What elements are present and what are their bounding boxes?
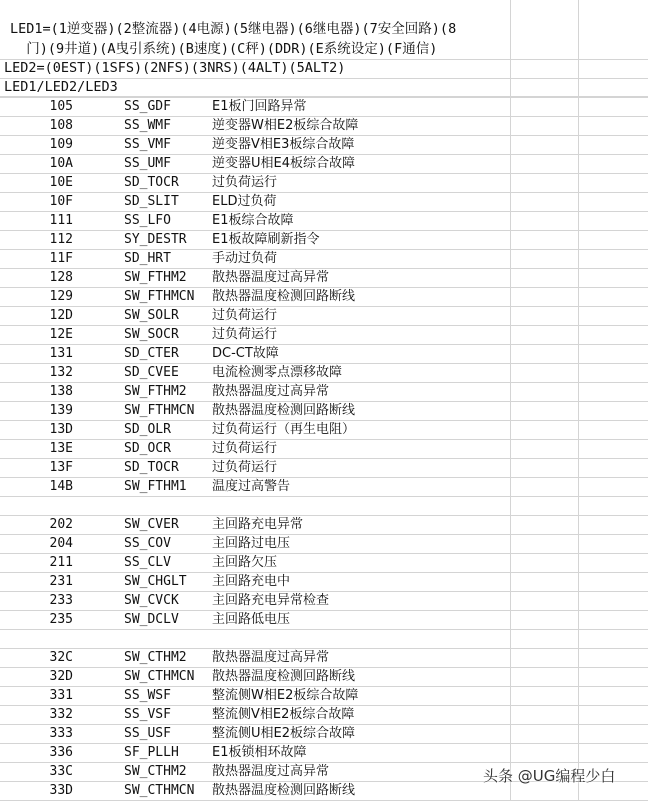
fault-symbol-cell[interactable]: SW_DCLV xyxy=(124,612,179,627)
fault-symbol-cell[interactable]: SW_CTHM2 xyxy=(124,650,187,665)
fault-code-cell[interactable]: 12E xyxy=(49,327,73,342)
fault-code-cell[interactable]: 336 xyxy=(49,745,73,760)
fault-symbol-cell[interactable]: SS_USF xyxy=(124,726,171,741)
fault-code-cell[interactable]: 204 xyxy=(49,536,73,551)
fault-symbol-cell[interactable]: SS_WSF xyxy=(124,688,171,703)
fault-symbol-cell[interactable]: SF_PLLH xyxy=(124,745,179,760)
fault-symbol-cell[interactable]: SW_CTHMCN xyxy=(124,783,195,798)
fault-description-cell[interactable]: 过负荷运行 xyxy=(212,441,278,456)
fault-row[interactable] xyxy=(0,382,510,401)
fault-row[interactable] xyxy=(0,325,510,344)
fault-code-cell[interactable]: 109 xyxy=(49,137,73,152)
fault-symbol-cell[interactable]: SW_CTHM2 xyxy=(124,764,187,779)
fault-row[interactable] xyxy=(0,591,510,610)
led1-legend[interactable]: LED1=(1逆变器)(2整流器)(4电源)(5继电器)(6继电器)(7安全回路)(8 门)(9井道)(A曳引系统)(B速度)(C秤)(DDR)(E系统设定)(F通信) xyxy=(10,21,457,57)
fault-row[interactable] xyxy=(0,192,510,211)
fault-row[interactable] xyxy=(0,420,510,439)
fault-description-cell[interactable]: 过负荷运行（再生电阻） xyxy=(212,422,356,437)
fault-code-cell[interactable]: 129 xyxy=(49,289,73,304)
fault-description-cell[interactable]: 主回路充电异常 xyxy=(212,517,304,532)
fault-description-cell[interactable]: 主回路欠压 xyxy=(212,555,278,570)
fault-code-cell[interactable]: 32D xyxy=(49,669,73,684)
fault-row[interactable] xyxy=(0,458,510,477)
blank-row[interactable] xyxy=(0,496,510,515)
fault-code-cell[interactable]: 10A xyxy=(49,156,73,171)
fault-description-cell[interactable]: E1板综合故障 xyxy=(212,213,294,228)
fault-code-cell[interactable]: 14B xyxy=(49,479,73,494)
grid-column-line xyxy=(510,0,511,800)
fault-code-cell[interactable]: 11F xyxy=(49,251,73,266)
fault-code-cell[interactable]: 33C xyxy=(49,764,73,779)
fault-row[interactable] xyxy=(0,762,510,781)
fault-code-cell[interactable]: 231 xyxy=(49,574,73,589)
fault-code-cell[interactable]: 128 xyxy=(49,270,73,285)
fault-row[interactable] xyxy=(0,268,510,287)
fault-description-cell[interactable]: 整流侧V相E2板综合故障 xyxy=(212,707,355,722)
fault-symbol-cell[interactable]: SW_CTHMCN xyxy=(124,669,195,684)
fault-description-cell[interactable]: 逆变器V相E3板综合故障 xyxy=(212,137,355,152)
fault-row[interactable] xyxy=(0,401,510,420)
fault-description-cell[interactable]: 散热器温度检测回路断线 xyxy=(212,289,356,304)
fault-row[interactable] xyxy=(0,211,510,230)
fault-row[interactable] xyxy=(0,287,510,306)
fault-description-cell[interactable]: 整流侧W相E2板综合故障 xyxy=(212,688,359,703)
fault-description-cell[interactable]: E1板故障刷新指令 xyxy=(212,232,320,247)
led2-legend[interactable]: LED2=(0EST)(1SFS)(2NFS)(3NRS)(4ALT)(5ALT2) xyxy=(4,60,346,76)
fault-code-cell[interactable]: 139 xyxy=(49,403,73,418)
fault-row[interactable] xyxy=(0,477,510,496)
fault-description-cell[interactable]: 主回路低电压 xyxy=(212,612,291,627)
fault-symbol-cell[interactable]: SS_GDF xyxy=(124,99,171,114)
fault-description-cell[interactable]: 电流检测零点漂移故障 xyxy=(212,365,343,380)
fault-symbol-cell[interactable]: SW_SOLR xyxy=(124,308,179,323)
fault-description-cell[interactable]: 过负荷运行 xyxy=(212,327,278,342)
fault-description-cell[interactable]: ELD过负荷 xyxy=(212,194,277,209)
fault-description-cell[interactable]: 主回路充电异常检查 xyxy=(212,593,330,608)
fault-symbol-cell[interactable]: SS_VMF xyxy=(124,137,171,152)
fault-row[interactable] xyxy=(0,97,510,116)
fault-symbol-cell[interactable]: SD_HRT xyxy=(124,251,171,266)
fault-row[interactable] xyxy=(0,154,510,173)
fault-symbol-cell[interactable]: SS_COV xyxy=(124,536,171,551)
watermark: 头条 @UG编程少白 xyxy=(483,767,616,785)
fault-code-cell[interactable]: 13E xyxy=(49,441,73,456)
fault-code-cell[interactable]: 32C xyxy=(49,650,73,665)
fault-code-cell[interactable]: 105 xyxy=(49,99,73,114)
fault-description-cell[interactable]: 主回路充电中 xyxy=(212,574,291,589)
fault-code-cell[interactable]: 138 xyxy=(49,384,73,399)
fault-row[interactable] xyxy=(0,173,510,192)
fault-row[interactable] xyxy=(0,648,510,667)
fault-symbol-cell[interactable]: SW_FTHMCN xyxy=(124,403,195,418)
fault-description-cell[interactable]: 过负荷运行 xyxy=(212,175,278,190)
fault-row[interactable] xyxy=(0,705,510,724)
fault-symbol-cell[interactable]: SS_LFO xyxy=(124,213,171,228)
fault-description-cell[interactable]: 逆变器U相E4板综合故障 xyxy=(212,156,356,171)
fault-symbol-cell[interactable]: SS_CLV xyxy=(124,555,171,570)
fault-row[interactable] xyxy=(0,667,510,686)
fault-code-cell[interactable]: 10F xyxy=(49,194,73,209)
fault-code-cell[interactable]: 332 xyxy=(49,707,73,722)
fault-row[interactable] xyxy=(0,363,510,382)
fault-row[interactable] xyxy=(0,781,510,800)
fault-code-cell[interactable]: 211 xyxy=(49,555,73,570)
fault-row[interactable] xyxy=(0,306,510,325)
fault-code-cell[interactable]: 33D xyxy=(49,783,73,798)
fault-code-cell[interactable]: 10E xyxy=(49,175,73,190)
fault-code-cell[interactable]: 112 xyxy=(49,232,73,247)
fault-code-cell[interactable]: 111 xyxy=(49,213,73,228)
fault-row[interactable] xyxy=(0,230,510,249)
fault-symbol-cell[interactable]: SD_OCR xyxy=(124,441,171,456)
grid-column-line xyxy=(578,0,579,800)
fault-description-cell[interactable]: 散热器温度过高异常 xyxy=(212,764,330,779)
fault-symbol-cell[interactable]: SS_VSF xyxy=(124,707,171,722)
fault-row[interactable] xyxy=(0,116,510,135)
fault-symbol-cell[interactable]: SW_CVER xyxy=(124,517,179,532)
fault-description-cell[interactable]: 主回路过电压 xyxy=(212,536,291,551)
fault-symbol-cell[interactable]: SD_TOCR xyxy=(124,175,179,190)
fault-row[interactable] xyxy=(0,553,510,572)
fault-symbol-cell[interactable]: SD_TOCR xyxy=(124,460,179,475)
fault-description-cell[interactable]: 温度过高警告 xyxy=(212,479,291,494)
fault-description-cell[interactable]: 过负荷运行 xyxy=(212,308,278,323)
fault-symbol-cell[interactable]: SW_FTHM2 xyxy=(124,384,187,399)
fault-row[interactable] xyxy=(0,344,510,363)
fault-description-cell[interactable]: 过负荷运行 xyxy=(212,460,278,475)
fault-description-cell[interactable]: 散热器温度检测回路断线 xyxy=(212,669,356,684)
fault-symbol-cell[interactable]: SY_DESTR xyxy=(124,232,187,247)
fault-description-cell[interactable]: 散热器温度过高异常 xyxy=(212,270,330,285)
fault-code-cell[interactable]: 331 xyxy=(49,688,73,703)
fault-code-cell[interactable]: 235 xyxy=(49,612,73,627)
fault-code-cell[interactable]: 233 xyxy=(49,593,73,608)
fault-code-cell[interactable]: 202 xyxy=(49,517,73,532)
fault-description-cell[interactable]: DC-CT故障 xyxy=(212,346,279,361)
fault-code-cell[interactable]: 333 xyxy=(49,726,73,741)
fault-description-cell[interactable]: 散热器温度检测回路断线 xyxy=(212,403,356,418)
fault-description-cell[interactable]: 散热器温度检测回路断线 xyxy=(212,783,356,798)
fault-symbol-cell[interactable]: SD_SLIT xyxy=(124,194,179,209)
fault-row[interactable] xyxy=(0,135,510,154)
fault-description-cell[interactable]: 整流侧U相E2板综合故障 xyxy=(212,726,356,741)
fault-symbol-cell[interactable]: SD_CTER xyxy=(124,346,179,361)
fault-symbol-cell[interactable]: SW_SOCR xyxy=(124,327,179,342)
fault-description-cell[interactable]: 散热器温度过高异常 xyxy=(212,650,330,665)
fault-code-cell[interactable]: 12D xyxy=(49,308,73,323)
blank-row[interactable] xyxy=(0,629,510,648)
fault-row[interactable] xyxy=(0,724,510,743)
fault-row[interactable] xyxy=(0,743,510,762)
fault-row[interactable] xyxy=(0,439,510,458)
fault-description-cell[interactable]: 散热器温度过高异常 xyxy=(212,384,330,399)
fault-description-cell[interactable]: 手动过负荷 xyxy=(212,251,278,266)
led-column-header[interactable]: LED1/LED2/LED3 xyxy=(4,79,118,95)
fault-symbol-cell[interactable]: SW_FTHMCN xyxy=(124,289,195,304)
fault-code-cell[interactable]: 13D xyxy=(49,422,73,437)
fault-code-cell[interactable]: 132 xyxy=(49,365,73,380)
fault-symbol-cell[interactable]: SS_UMF xyxy=(124,156,171,171)
fault-symbol-cell[interactable]: SS_WMF xyxy=(124,118,171,133)
fault-code-cell[interactable]: 108 xyxy=(49,118,73,133)
fault-symbol-cell[interactable]: SD_OLR xyxy=(124,422,171,437)
fault-row[interactable] xyxy=(0,515,510,534)
fault-row[interactable] xyxy=(0,249,510,268)
fault-row[interactable] xyxy=(0,572,510,591)
fault-symbol-cell[interactable]: SW_CHGLT xyxy=(124,574,187,589)
fault-row[interactable] xyxy=(0,534,510,553)
fault-code-cell[interactable]: 131 xyxy=(49,346,73,361)
fault-symbol-cell[interactable]: SW_FTHM2 xyxy=(124,270,187,285)
fault-symbol-cell[interactable]: SD_CVEE xyxy=(124,365,179,380)
fault-row[interactable] xyxy=(0,686,510,705)
fault-description-cell[interactable]: E1板锁相环故障 xyxy=(212,745,307,760)
fault-description-cell[interactable]: 逆变器W相E2板综合故障 xyxy=(212,118,359,133)
fault-code-cell[interactable]: 13F xyxy=(49,460,73,475)
fault-symbol-cell[interactable]: SW_CVCK xyxy=(124,593,179,608)
fault-symbol-cell[interactable]: SW_FTHM1 xyxy=(124,479,187,494)
fault-row[interactable] xyxy=(0,610,510,629)
fault-description-cell[interactable]: E1板门回路异常 xyxy=(212,99,307,114)
